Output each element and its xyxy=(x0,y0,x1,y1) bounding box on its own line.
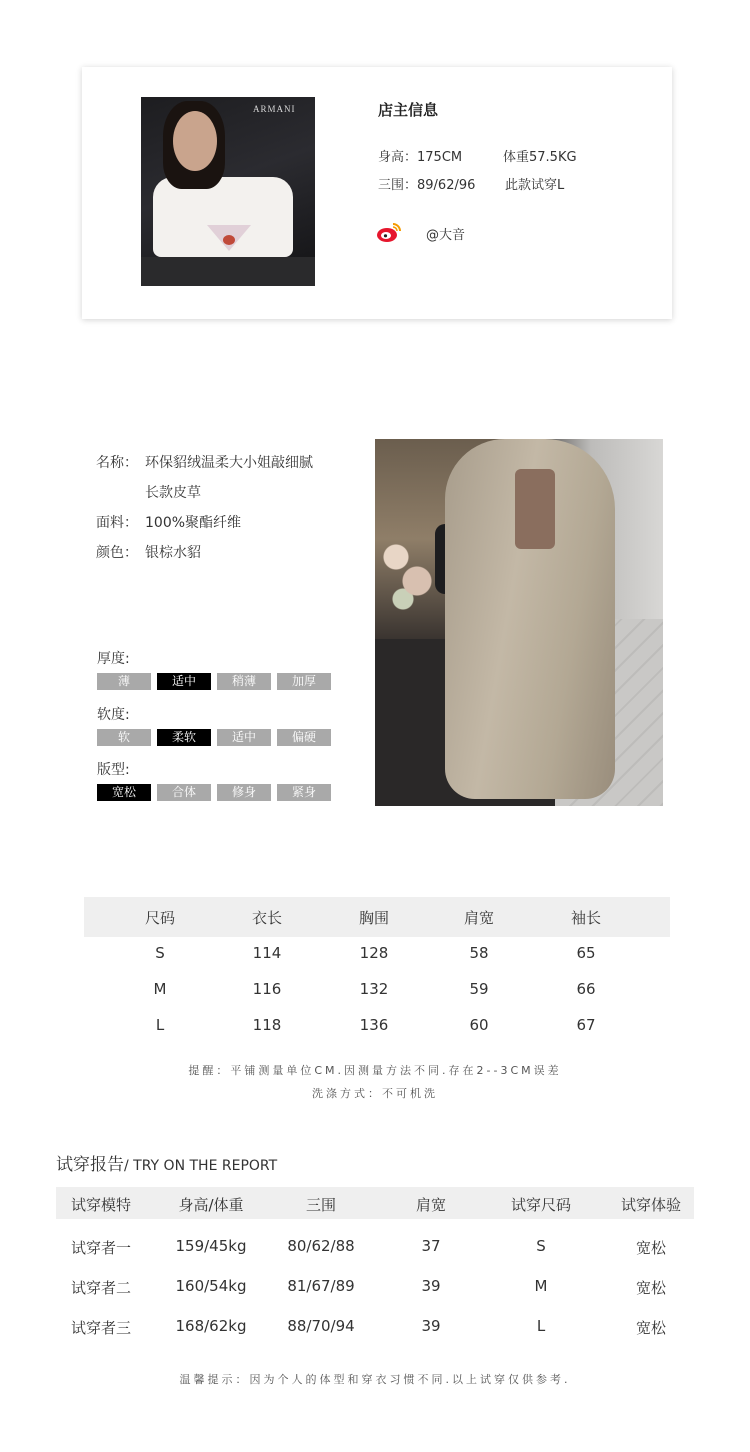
report-col-header: 肩宽 xyxy=(415,1196,446,1214)
fit-option: 紧身 xyxy=(277,784,331,801)
table-cell: 宽松 xyxy=(635,1279,666,1297)
product-name-line2: 长款皮草 xyxy=(145,485,201,501)
thickness-option: 加厚 xyxy=(277,673,331,690)
table-cell: 37 xyxy=(421,1237,441,1255)
table-cell: 116 xyxy=(252,980,282,998)
table-row xyxy=(84,1016,670,1038)
softness-option-selected: 柔软 xyxy=(157,729,211,746)
table-cell: M xyxy=(153,980,167,998)
table-cell: 试穿者三 xyxy=(70,1319,131,1337)
report-col-header: 试穿体验 xyxy=(620,1196,681,1214)
table-cell: 80/62/88 xyxy=(287,1237,355,1255)
size-col-header: 尺码 xyxy=(144,909,175,927)
thickness-option: 稍薄 xyxy=(217,673,271,690)
report-title-cn: 试穿报告 xyxy=(56,1155,124,1175)
size-col-header: 袖长 xyxy=(570,909,601,927)
fit-option-selected: 宽松 xyxy=(97,784,151,801)
softness-scale xyxy=(97,729,337,746)
table-cell: 试穿者一 xyxy=(70,1239,131,1257)
table-cell: 39 xyxy=(421,1277,441,1295)
table-cell: 65 xyxy=(576,944,596,962)
size-col-header: 胸围 xyxy=(358,909,389,927)
table-cell: 59 xyxy=(469,980,489,998)
size-table-body xyxy=(84,944,670,1044)
softness-option: 适中 xyxy=(217,729,271,746)
name-label: 名称： xyxy=(96,455,138,471)
thickness-scale xyxy=(97,673,337,690)
size-table-header xyxy=(84,897,670,937)
fit-scale xyxy=(97,784,337,801)
softness-option: 偏硬 xyxy=(277,729,331,746)
table-row xyxy=(84,980,670,1002)
report-title xyxy=(56,1150,277,1175)
table-cell: 159/45kg xyxy=(175,1237,247,1255)
table-cell: 66 xyxy=(576,980,596,998)
owner-measurements: 三围：89/62/96 xyxy=(378,178,476,193)
owner-photo xyxy=(141,97,315,286)
table-cell: 39 xyxy=(421,1317,441,1335)
softness-title: 软度: xyxy=(97,707,130,723)
table-row xyxy=(56,1237,694,1259)
report-col-header: 试穿模特 xyxy=(70,1196,131,1214)
report-title-en: / TRY ON THE REPORT xyxy=(124,1158,278,1174)
product-photo xyxy=(375,439,663,806)
table-cell: 60 xyxy=(469,1016,489,1034)
weibo-handle[interactable]: @大音 xyxy=(426,228,466,243)
table-cell: 58 xyxy=(469,944,489,962)
report-col-header: 三围 xyxy=(305,1196,336,1214)
table-cell: 宽松 xyxy=(635,1319,666,1337)
table-cell: L xyxy=(155,1016,165,1034)
table-cell: 114 xyxy=(252,944,282,962)
table-row xyxy=(56,1277,694,1299)
table-cell: 160/54kg xyxy=(175,1277,247,1295)
weibo-icon[interactable] xyxy=(376,221,402,243)
owner-info-title: 店主信息 xyxy=(378,101,439,119)
fit-option: 合体 xyxy=(157,784,211,801)
table-row xyxy=(56,1317,694,1339)
product-fabric: 100%聚酯纤维 xyxy=(145,515,242,531)
product-name-line1: 环保貂绒温柔大小姐敲细腻 xyxy=(145,455,313,471)
report-col-header: 试穿尺码 xyxy=(510,1196,571,1214)
table-cell: 试穿者二 xyxy=(70,1279,131,1297)
report-table-header xyxy=(56,1187,694,1219)
table-cell: 132 xyxy=(359,980,389,998)
wash-note: 洗涤方式：不可机洗 xyxy=(312,1087,438,1100)
table-cell: 81/67/89 xyxy=(287,1277,355,1295)
table-cell: S xyxy=(155,944,165,962)
thickness-option: 薄 xyxy=(97,673,151,690)
fit-title: 版型: xyxy=(97,762,130,778)
owner-trial-size: 此款试穿L xyxy=(505,178,565,193)
fit-option: 修身 xyxy=(217,784,271,801)
measurement-note: 提醒：平铺测量单位CM.因测量方法不同.存在2--3CM误差 xyxy=(188,1064,562,1077)
report-footer-note: 温馨提示：因为个人的体型和穿衣习惯不同.以上试穿仅供参考. xyxy=(179,1373,571,1386)
table-row xyxy=(84,944,670,966)
fabric-label: 面料： xyxy=(96,515,138,531)
product-color: 银棕水貂 xyxy=(145,545,201,561)
table-cell: M xyxy=(534,1277,548,1295)
table-cell: 168/62kg xyxy=(175,1317,247,1335)
owner-height: 身高：175CM xyxy=(378,150,463,165)
table-cell: 136 xyxy=(359,1016,389,1034)
table-cell: 128 xyxy=(359,944,389,962)
table-cell: 宽松 xyxy=(635,1239,666,1257)
table-cell: 88/70/94 xyxy=(287,1317,355,1335)
color-label: 颜色： xyxy=(96,545,138,561)
owner-info-card xyxy=(82,67,672,319)
softness-option: 软 xyxy=(97,729,151,746)
table-cell: 67 xyxy=(576,1016,596,1034)
thickness-option-selected: 适中 xyxy=(157,673,211,690)
table-cell: L xyxy=(536,1317,546,1335)
table-cell: 118 xyxy=(252,1016,282,1034)
owner-weight: 体重57.5KG xyxy=(503,150,577,165)
thickness-title: 厚度: xyxy=(97,651,130,667)
size-col-header: 衣长 xyxy=(251,909,282,927)
table-cell: S xyxy=(536,1237,546,1255)
photo-sign-text: ARMANI xyxy=(253,104,296,114)
report-table-body xyxy=(56,1237,694,1347)
size-col-header: 肩宽 xyxy=(463,909,494,927)
report-col-header: 身高/体重 xyxy=(178,1196,244,1214)
